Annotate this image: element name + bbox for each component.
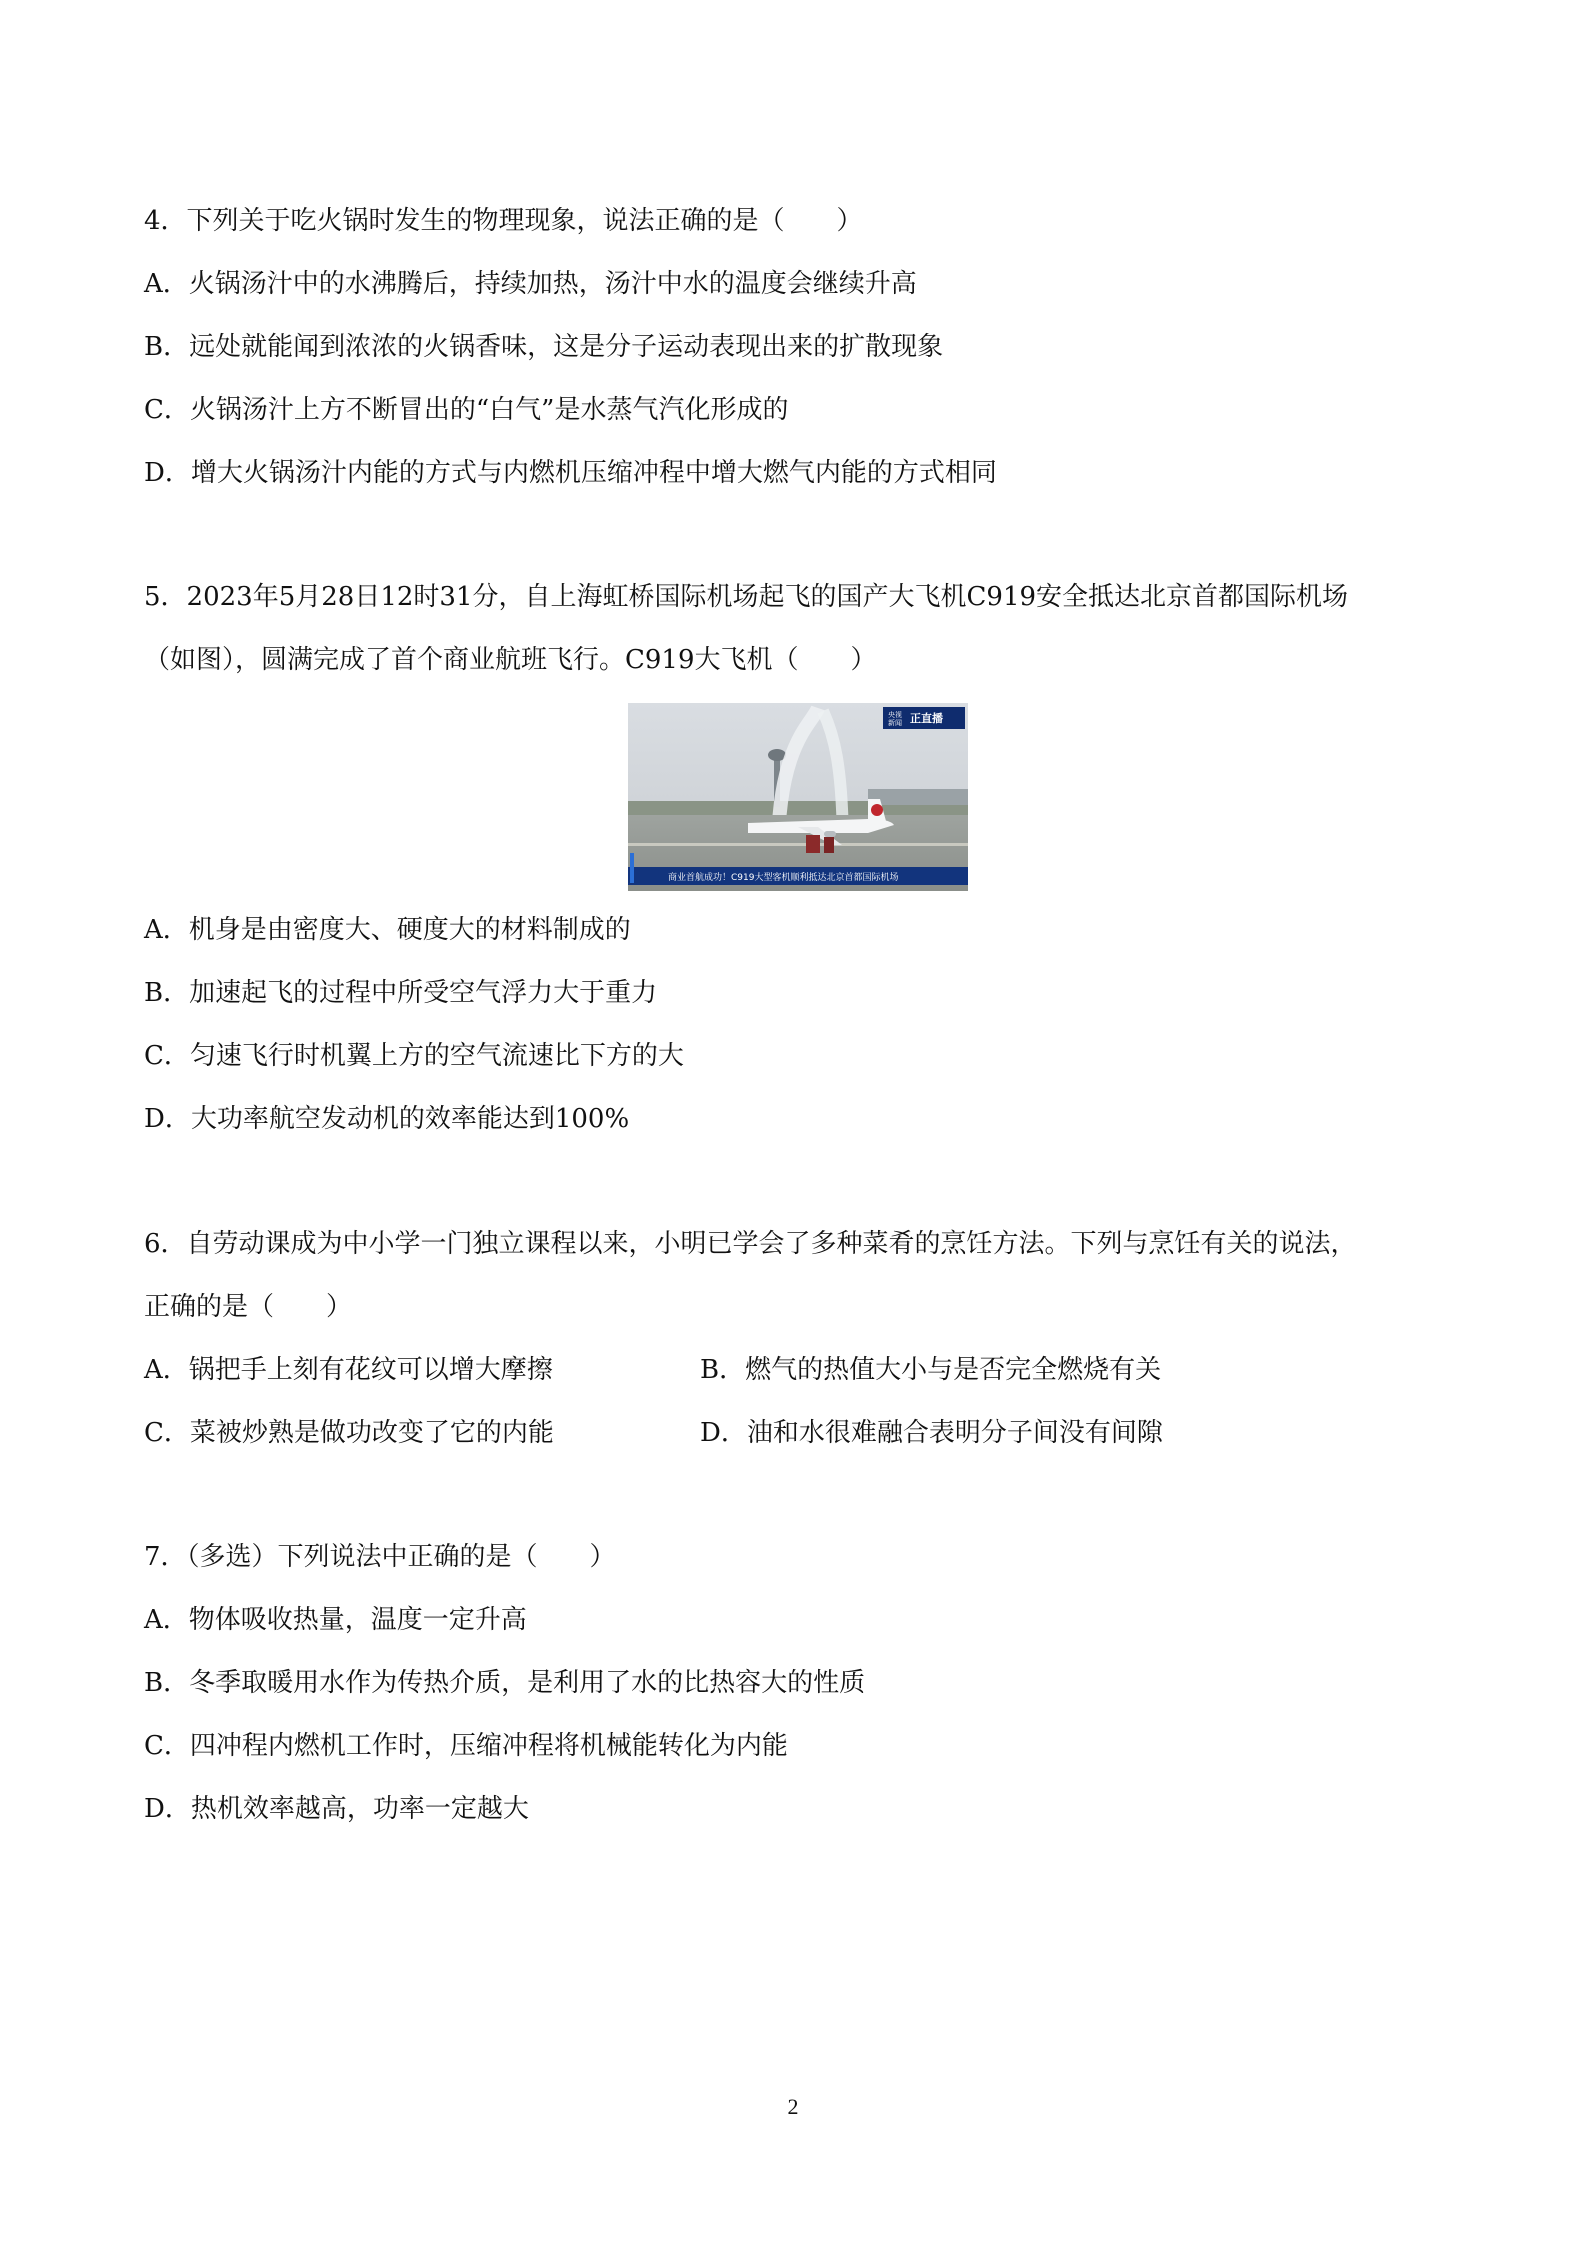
c919-arrival-illustration [628, 703, 968, 891]
q4-option-b: B．远处就能闻到浓浓的火锅香味，这是分子运动表现出来的扩散现象 [144, 332, 944, 362]
badge-line1: 央视 [888, 711, 902, 719]
q6-option-c: C．菜被炒熟是做功改变了它的内能 [144, 1418, 554, 1448]
badge-line2: 新闻 [888, 719, 902, 727]
q7-stem: 7．（多选）下列说法中正确的是（ ） [144, 1542, 616, 1572]
q7-option-d: D．热机效率越高，功率一定越大 [144, 1794, 529, 1824]
q6-stem-line2: 正确的是（ ） [144, 1292, 353, 1322]
q5-stem-line2: （如图），圆满完成了首个商业航班飞行。C919大飞机（ ） [144, 645, 877, 675]
q7-option-a: A．物体吸收热量，温度一定升高 [144, 1605, 527, 1635]
q4-option-a: A．火锅汤汁中的水沸腾后，持续加热，汤汁中水的温度会继续升高 [144, 269, 917, 299]
page-number: 2 [787, 2094, 799, 2119]
q4-stem: 4．下列关于吃火锅时发生的物理现象，说法正确的是（ ） [144, 206, 863, 236]
q7-option-b: B．冬季取暖用水作为传热介质，是利用了水的比热容大的性质 [144, 1668, 866, 1698]
q4-option-c: C．火锅汤汁上方不断冒出的“白气”是水蒸气汽化形成的 [144, 395, 789, 425]
q6-option-a: A．锅把手上刻有花纹可以增大摩擦 [144, 1355, 553, 1385]
figure-caption: 商业首航成功！C919大型客机顺利抵达北京首都国际机场 [668, 873, 899, 883]
q5-option-b: B．加速起飞的过程中所受空气浮力大于重力 [144, 978, 658, 1008]
q6-option-d: D．油和水很难融合表明分子间没有间隙 [700, 1418, 1163, 1448]
q4-option-d: D．增大火锅汤汁内能的方式与内燃机压缩冲程中增大燃气内能的方式相同 [144, 458, 997, 488]
q6-option-b: B．燃气的热值大小与是否完全燃烧有关 [700, 1355, 1162, 1385]
q6-stem-line1: 6．自劳动课成为中小学一门独立课程以来，小明已学会了多种菜肴的烹饪方法。下列与烹饪有关的说法， [144, 1229, 1357, 1259]
q5-option-a: A．机身是由密度大、硬度大的材料制成的 [144, 915, 631, 945]
badge-live: 正直播 [910, 712, 943, 725]
q7-option-c: C．四冲程内燃机工作时，压缩冲程将机械能转化为内能 [144, 1731, 788, 1761]
q5-option-d: D．大功率航空发动机的效率能达到100% [144, 1104, 630, 1134]
q5-figure-c919-photo [628, 703, 968, 891]
q5-option-c: C．匀速飞行时机翼上方的空气流速比下方的大 [144, 1041, 684, 1071]
q5-stem-line1: 5．2023年5月28日12时31分，自上海虹桥国际机场起飞的国产大飞机C919安全抵达北京首都国际机场 [144, 582, 1349, 612]
